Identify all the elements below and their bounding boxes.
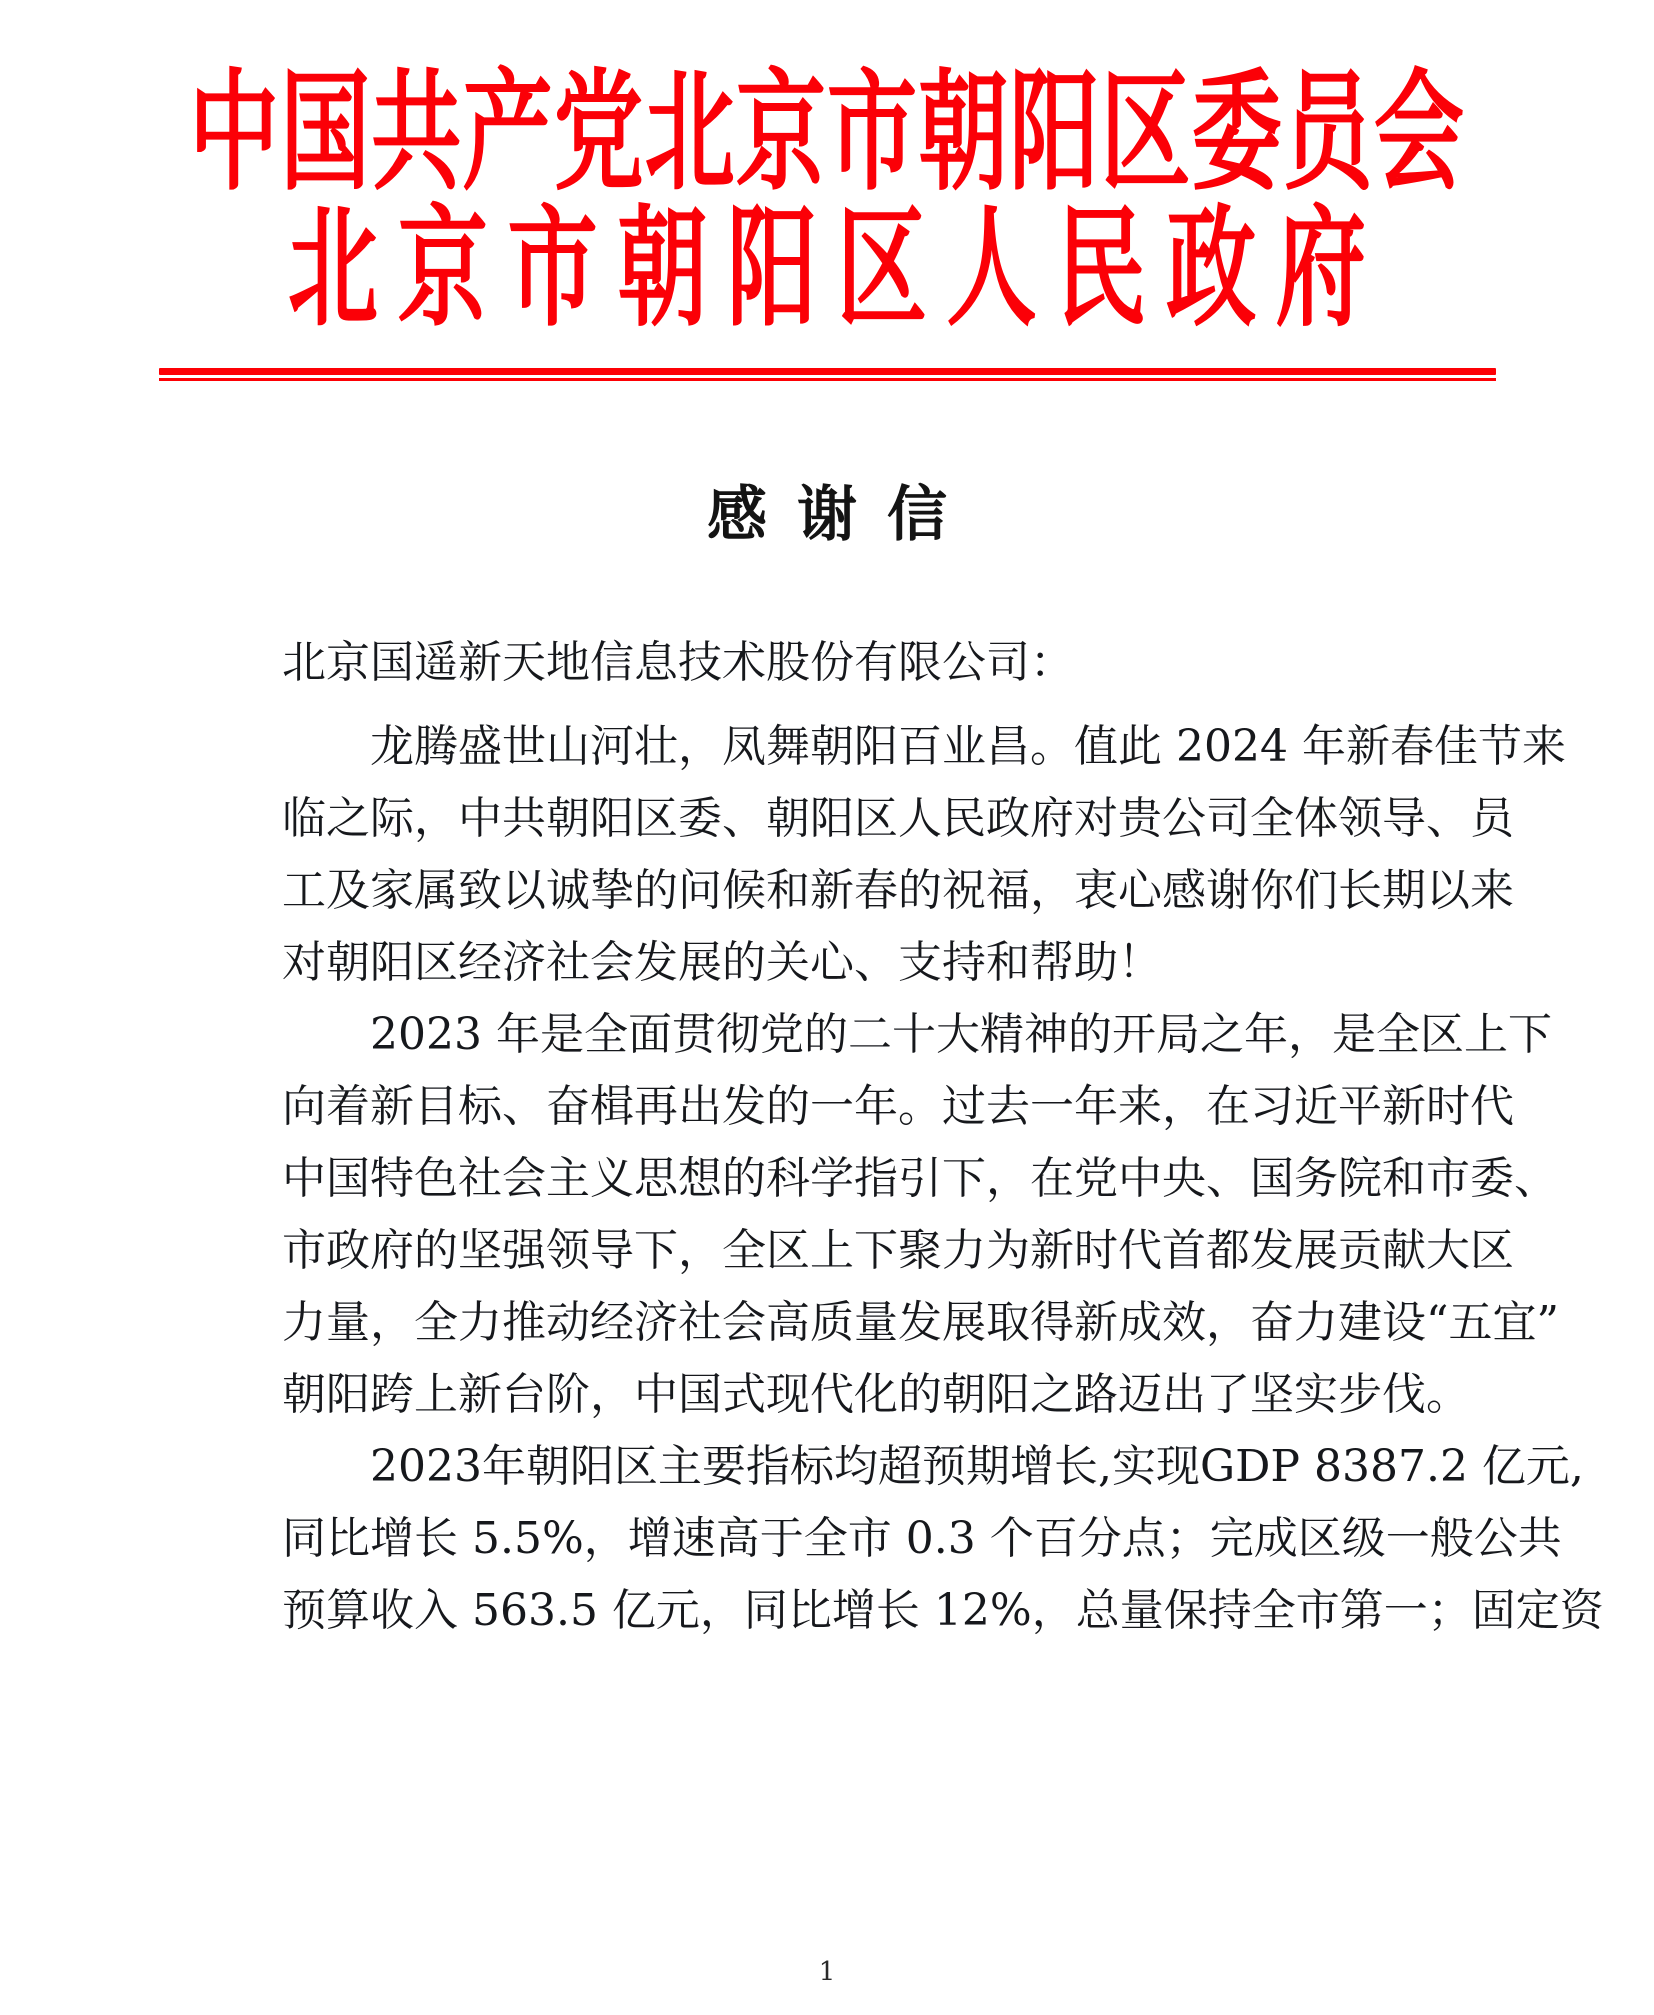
letterhead-divider: [159, 368, 1496, 381]
body-line: 朝阳跨上新台阶，中国式现代化的朝阳之路迈出了坚实步伐。: [282, 1369, 1470, 1420]
paragraph-2023-review: [282, 999, 1559, 1431]
body-line: 龙腾盛世山河壮，凤舞朝阳百业昌。值此 2024 年新春佳节来: [370, 721, 1566, 772]
body-line: 中国特色社会主义思想的科学指引下，在党中央、国务院和市委、: [282, 1153, 1558, 1204]
body-line: 预算收入 563.5 亿元，同比增长 12%，总量保持全市第一；固定资: [282, 1585, 1604, 1636]
body-line: 临之际，中共朝阳区委、朝阳区人民政府对贵公司全体领导、员: [282, 793, 1514, 844]
document-title: 感谢信: [707, 480, 977, 550]
body-line: 力量，全力推动经济社会高质量发展取得新成效，奋力建设“五宜”: [282, 1297, 1559, 1348]
body-line: 市政府的坚强领导下，全区上下聚力为新时代首都发展贡献大区: [282, 1225, 1514, 1276]
paragraph-indicators: [282, 1431, 1604, 1647]
page-number: 1: [818, 1957, 836, 1987]
body-line: 向着新目标、奋楫再出发的一年。过去一年来，在习近平新时代: [282, 1081, 1514, 1132]
letterhead: [0, 0, 1654, 345]
document-body: [182, 627, 1604, 1647]
body-line: 2023年朝阳区主要指标均超预期增长,实现GDP 8387.2 亿元,: [370, 1441, 1584, 1492]
addressee-line: 北京国遥新天地信息技术股份有限公司：: [282, 637, 1074, 688]
body-line: 同比增长 5.5%，增速高于全市 0.3 个百分点；完成区级一般公共: [282, 1513, 1562, 1564]
body-line: 2023 年是全面贯彻党的二十大精神的开局之年，是全区上下: [370, 1009, 1552, 1060]
body-line: 工及家属致以诚挚的问候和新春的祝福，衷心感谢你们长期以来: [282, 865, 1514, 916]
divider-thick-rule: [159, 368, 1496, 375]
letterhead-line-party-committee: 中国共产党北京市朝阳区委员会: [189, 55, 1465, 209]
divider-thin-rule: [159, 378, 1496, 381]
paragraph-greeting: [282, 711, 1566, 999]
body-line: 对朝阳区经济社会发展的关心、支持和帮助！: [282, 937, 1162, 988]
letterhead-line-government: 北京市朝阳区人民政府: [287, 191, 1386, 345]
